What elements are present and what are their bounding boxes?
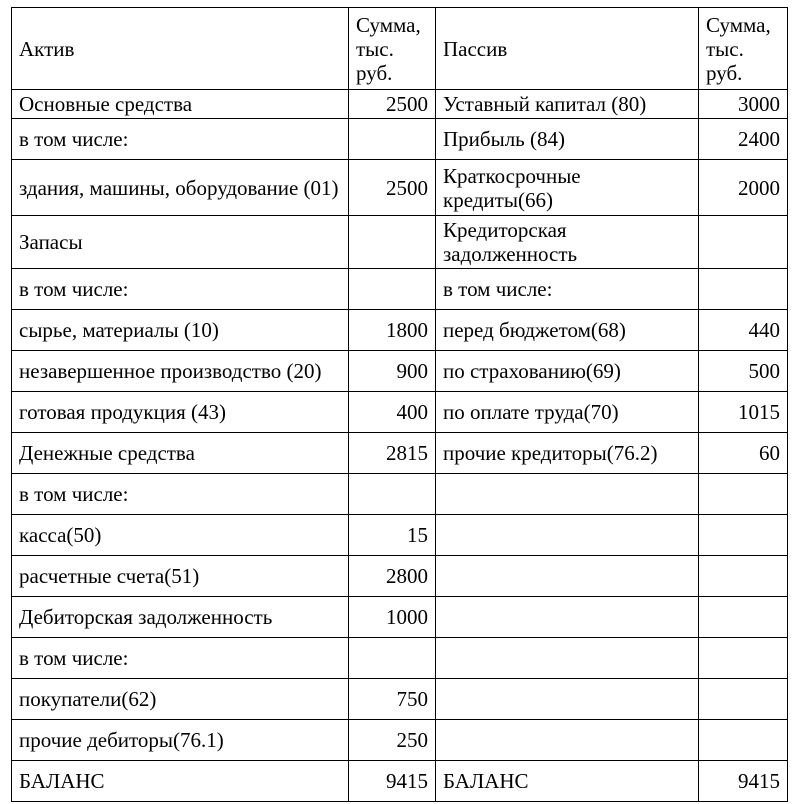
asset-sum-cell: 15: [349, 515, 436, 556]
table-row: [12, 720, 788, 761]
asset-sum-cell: 1000: [349, 597, 436, 638]
header-row: [12, 8, 788, 90]
liability-cell: [436, 556, 699, 597]
asset-cell: Денежные средства: [12, 433, 349, 474]
asset-sum-cell: 400: [349, 392, 436, 433]
table-row: [12, 269, 788, 310]
asset-cell: Основные средства: [12, 90, 349, 119]
asset-total-label: БАЛАНС: [12, 761, 349, 802]
asset-sum-cell: [349, 269, 436, 310]
liability-cell: в том числе:: [436, 269, 699, 310]
table-row: [12, 556, 788, 597]
liability-sum-header: [699, 8, 788, 90]
liability-sum-header-line-1: Сумма,: [706, 12, 771, 37]
balance-sheet-table: [11, 7, 788, 802]
asset-cell: в том числе:: [12, 269, 349, 310]
liability-sum-cell: [699, 556, 788, 597]
liability-cell: [436, 679, 699, 720]
table-row: [12, 597, 788, 638]
table-row: [12, 433, 788, 474]
liability-sum-cell: 2000: [699, 160, 788, 216]
liability-sum-cell: 440: [699, 310, 788, 351]
asset-sum-header: [349, 8, 436, 90]
table-row: [12, 216, 788, 269]
table-row: [12, 90, 788, 119]
asset-sum-header-line-2: тыс.: [356, 36, 394, 61]
liability-cell: [436, 597, 699, 638]
liability-cell: по оплате труда(70): [436, 392, 699, 433]
asset-cell: Запасы: [12, 216, 349, 269]
liability-sum-cell: [699, 679, 788, 720]
liability-cell: прочие кредиторы(76.2): [436, 433, 699, 474]
asset-sum-cell: 250: [349, 720, 436, 761]
table-row: [12, 392, 788, 433]
asset-sum-cell: [349, 474, 436, 515]
liability-sum-cell: 1015: [699, 392, 788, 433]
liability-sum-cell: [699, 597, 788, 638]
asset-cell: готовая продукция (43): [12, 392, 349, 433]
table-row: [12, 119, 788, 160]
asset-sum-cell: 900: [349, 351, 436, 392]
liability-sum-header-line-3: руб.: [706, 60, 743, 85]
asset-header: Актив: [12, 8, 349, 90]
liability-cell: Уставный капитал (80): [436, 90, 699, 119]
asset-cell: в том числе:: [12, 638, 349, 679]
table-row: [12, 515, 788, 556]
liability-sum-cell: [699, 216, 788, 269]
asset-cell: расчетные счета(51): [12, 556, 349, 597]
asset-sum-header-line-3: руб.: [356, 60, 393, 85]
table-row: [12, 160, 788, 216]
liability-cell: [436, 720, 699, 761]
table-row: [12, 310, 788, 351]
liability-total-label: БАЛАНС: [436, 761, 699, 802]
asset-cell: в том числе:: [12, 119, 349, 160]
asset-sum-cell: 2500: [349, 160, 436, 216]
liability-sum-cell: [699, 638, 788, 679]
asset-cell: Дебиторская задолженность: [12, 597, 349, 638]
liability-sum-cell: 500: [699, 351, 788, 392]
liability-cell: [436, 474, 699, 515]
table-row: [12, 679, 788, 720]
liability-sum-cell: [699, 720, 788, 761]
table-row: [12, 638, 788, 679]
balance-total-row: [12, 761, 788, 802]
table-row: [12, 351, 788, 392]
liability-cell: [436, 638, 699, 679]
asset-sum-cell: 750: [349, 679, 436, 720]
liability-sum-cell: 2400: [699, 119, 788, 160]
asset-cell: прочие дебиторы(76.1): [12, 720, 349, 761]
table-row: [12, 474, 788, 515]
liability-cell: Краткосрочные кредиты(66): [436, 160, 699, 216]
liability-sum-cell: 60: [699, 433, 788, 474]
liability-cell: Кредиторская задолженность: [436, 216, 699, 269]
liability-cell: перед бюджетом(68): [436, 310, 699, 351]
liability-total-sum: 9415: [699, 761, 788, 802]
asset-cell: незавершенное производство (20): [12, 351, 349, 392]
asset-sum-cell: 2800: [349, 556, 436, 597]
asset-cell: здания, машины, оборудование (01): [12, 160, 349, 216]
liability-cell: по страхованию(69): [436, 351, 699, 392]
asset-cell: сырье, материалы (10): [12, 310, 349, 351]
asset-sum-cell: [349, 119, 436, 160]
liability-cell: [436, 515, 699, 556]
liability-sum-cell: [699, 515, 788, 556]
asset-sum-cell: 2500: [349, 90, 436, 119]
asset-cell: покупатели(62): [12, 679, 349, 720]
asset-sum-cell: 2815: [349, 433, 436, 474]
asset-total-sum: 9415: [349, 761, 436, 802]
asset-sum-header-line-1: Сумма,: [356, 12, 421, 37]
liability-sum-cell: [699, 474, 788, 515]
asset-sum-cell: 1800: [349, 310, 436, 351]
liability-sum-cell: 3000: [699, 90, 788, 119]
liability-sum-header-line-2: тыс.: [706, 36, 744, 61]
liability-sum-cell: [699, 269, 788, 310]
asset-sum-cell: [349, 638, 436, 679]
asset-cell: в том числе:: [12, 474, 349, 515]
asset-cell: касса(50): [12, 515, 349, 556]
liability-cell: Прибыль (84): [436, 119, 699, 160]
liability-header: Пассив: [436, 8, 699, 90]
asset-sum-cell: [349, 216, 436, 269]
